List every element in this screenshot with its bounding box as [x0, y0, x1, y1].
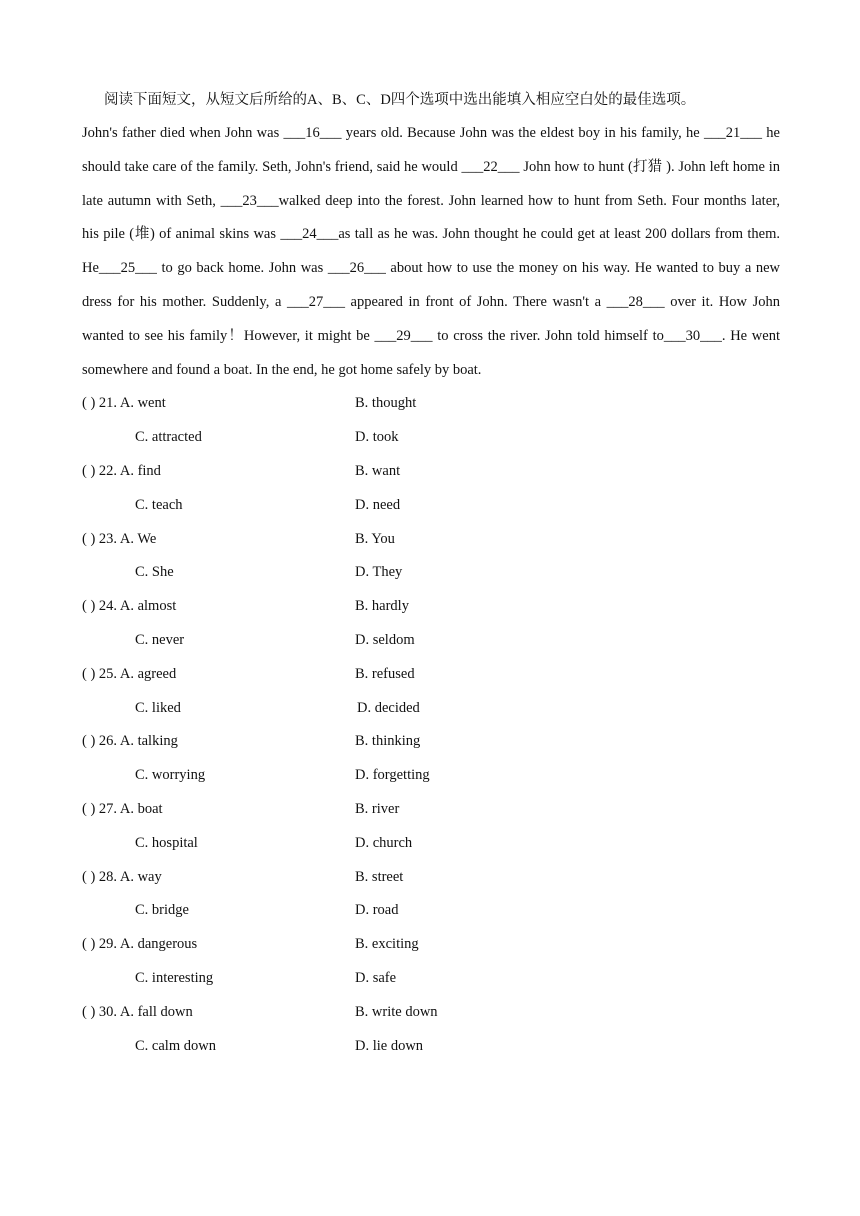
option-c: C. interesting — [135, 969, 214, 986]
option-b: B. You — [355, 530, 395, 547]
question-23 — [82, 523, 780, 591]
option-a: ( ) 23. A. We — [82, 530, 157, 547]
option-b: B. hardly — [355, 598, 409, 615]
question-26 — [82, 725, 780, 793]
option-b: B. thought — [355, 395, 417, 412]
question-25 — [82, 658, 780, 726]
option-b: B. refused — [355, 665, 415, 682]
option-d: D. They — [355, 564, 403, 581]
question-24 — [82, 590, 780, 658]
option-b: B. want — [355, 462, 401, 479]
document-page — [82, 84, 780, 1063]
instructions: 阅读下面短文，从短文后所给的A、B、C、D四个选项中选出能填入相应空白处的最佳选项。 — [104, 92, 696, 108]
question-30 — [82, 996, 780, 1064]
option-c: C. attracted — [135, 429, 202, 446]
option-c: C. calm down — [135, 1037, 216, 1054]
option-c: C. hospital — [135, 834, 198, 851]
option-d: D. lie down — [355, 1037, 424, 1054]
option-b: B. thinking — [355, 733, 421, 750]
option-d: D. road — [355, 902, 399, 919]
option-d: D. took — [355, 429, 399, 446]
option-c: C. She — [135, 564, 174, 581]
option-a: ( ) 25. A. agreed — [82, 665, 177, 682]
question-29 — [82, 928, 780, 996]
option-d: D. church — [355, 834, 413, 851]
option-d: D. seldom — [355, 631, 415, 648]
option-a: ( ) 30. A. fall down — [82, 1003, 193, 1020]
option-a: ( ) 24. A. almost — [82, 598, 177, 615]
option-c: C. liked — [135, 699, 181, 716]
option-c: C. worrying — [135, 767, 206, 784]
option-d: D. safe — [355, 969, 397, 986]
option-b: B. street — [355, 868, 404, 885]
question-22 — [82, 455, 780, 523]
question-28 — [82, 861, 780, 929]
option-a: ( ) 29. A. dangerous — [82, 936, 198, 953]
question-21 — [82, 387, 780, 455]
option-b: B. exciting — [355, 936, 419, 953]
option-a: ( ) 27. A. boat — [82, 800, 163, 817]
option-b: B. write down — [355, 1003, 438, 1020]
option-c: C. never — [135, 631, 185, 648]
option-b: B. river — [355, 800, 400, 817]
question-27 — [82, 793, 780, 861]
option-d: D. forgetting — [355, 767, 430, 784]
passage-text: John's father died when John was ___16___ years old. Because John was the eldest boy in his family, he ___21___ he should take care of the family. Seth, John's friend, said he would ___22___ John how to hunt (打猎 ). John left home in late autumn with Seth, ___23___walked deep into the forest. John learned how to hunt from Seth. Four months later, his pile (堆) of animal skins was ___24___as tall as he was. John thought he could get at least 200 dollars from them. He___25___ to go back home. John was ___26___ about how to use the money on his way. He wanted to buy a new dress for his mother. Suddenly, a ___27___ appeared in front of John. There wasn't a ___28___ over it. How John wanted to see his family！However, it might be ___29___ to cross the river. John told himself to___30___. He went somewhere and found a boat. In the end, he got home safely by boat. — [82, 125, 780, 378]
option-a: ( ) 26. A. talking — [82, 733, 178, 750]
option-a: ( ) 21. A. went — [82, 395, 166, 412]
option-a: ( ) 28. A. way — [82, 868, 162, 885]
option-c: C. bridge — [135, 902, 189, 919]
option-a: ( ) 22. A. find — [82, 462, 161, 479]
options-list — [82, 387, 780, 1063]
option-c: C. teach — [135, 496, 183, 513]
option-d: D. decided — [357, 699, 420, 716]
option-d: D. need — [355, 496, 401, 513]
